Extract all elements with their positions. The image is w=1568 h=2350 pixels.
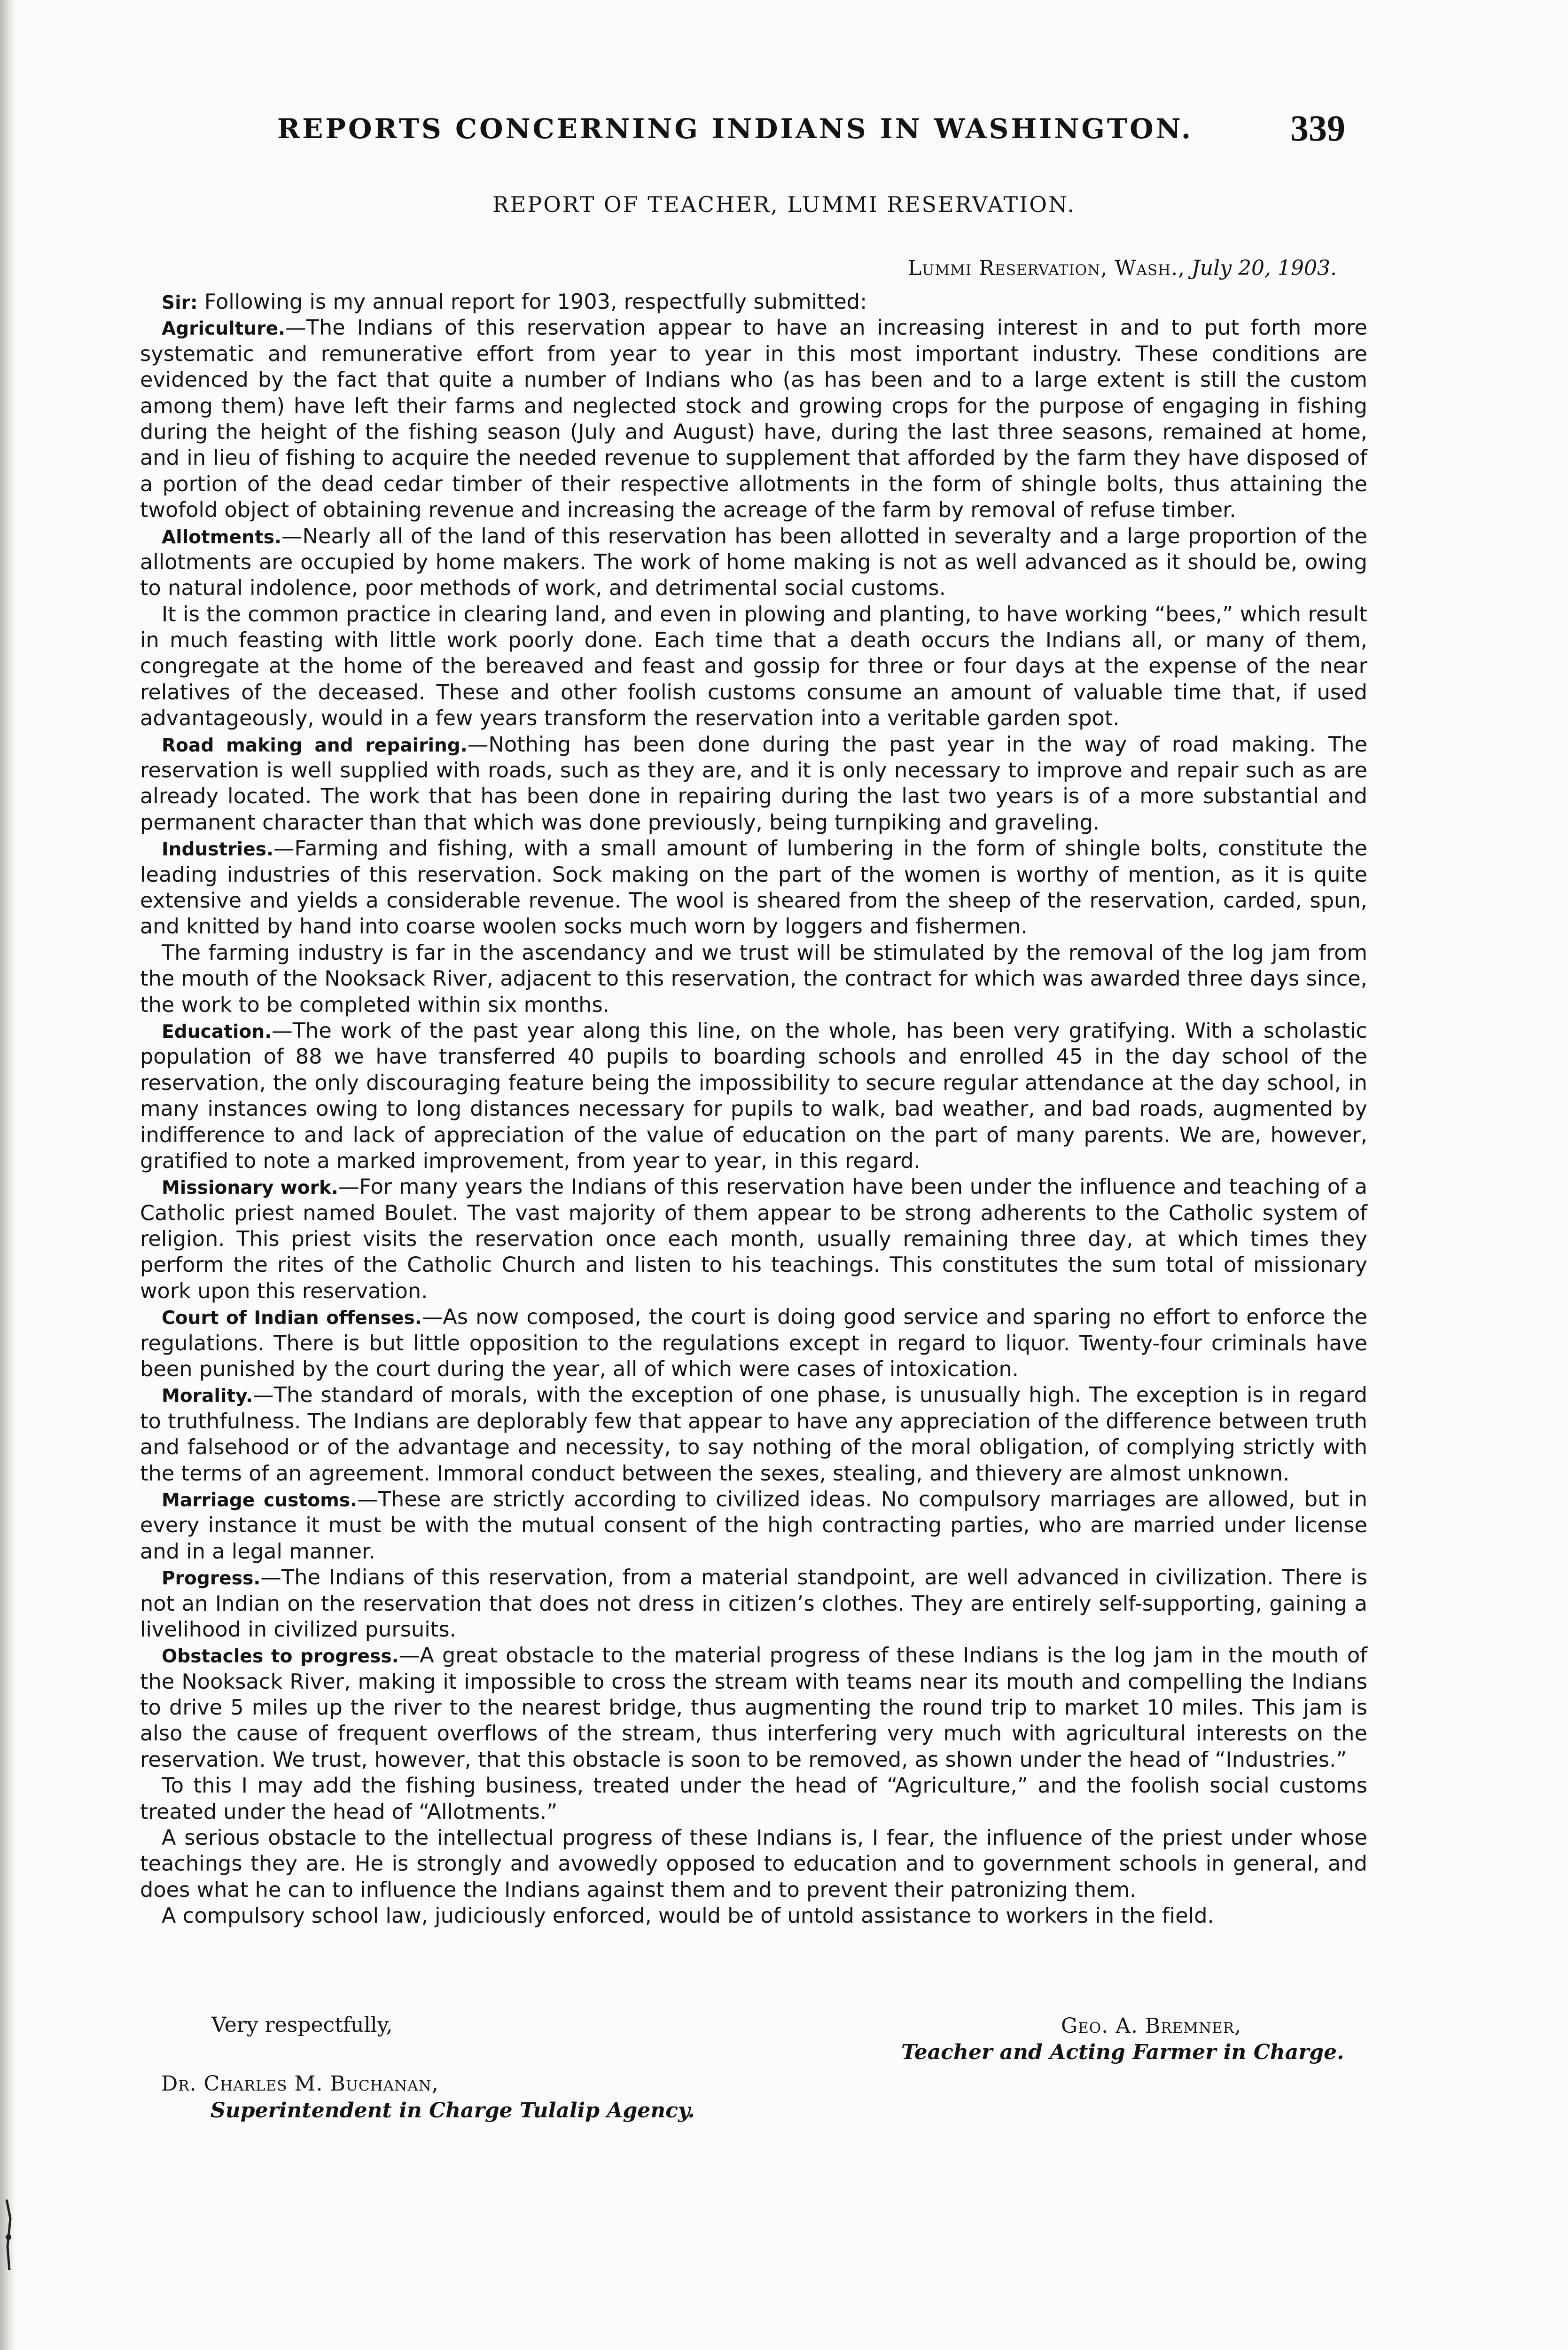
paragraph-text: —The Indians of this reservation, from a material standpoint, are well advanced in civilization. There is not an Indian on the reservation that does not dress in citizen’s clothes. They are entirely self-supporting, gaining a livelihood in civilized pursuits. — [140, 1566, 1367, 1642]
dateline-place: Lummi Reservation, Wash., — [907, 256, 1186, 280]
paragraph-text: —Nothing has been done during the past year in the way of road making. The reservation is well supplied with roads, such as they are, and it is only necessary to improve and repair such as are already located. The work that has been done in repairing during the last two years is of a more substantial and permanent character than that which was done previously, being turnpiking and graveling. — [140, 732, 1367, 835]
report-paragraph — [140, 1565, 1367, 1643]
valediction: Very respectfully, — [211, 2013, 393, 2037]
report-paragraph — [140, 524, 1367, 602]
signer-title: Teacher and Acting Farmer in Charge. — [901, 2040, 1344, 2064]
report-paragraph — [140, 1903, 1367, 1929]
paragraph-text: It is the common practice in clearing land, and even in plowing and planting, to have working “bees,” which result in much feasting with little work poorly done. Each time that a death occurs the Indians all, or many of them, congregate at the home of the bereaved and feast and gossip for three or four days at the expense of the near relatives of the deceased. These and other foolish customs consume an amount of valuable time that, if used advantageously, would in a few years transform the reservation into a veritable garden spot. — [140, 602, 1367, 731]
report-paragraph — [140, 1382, 1367, 1487]
paragraph-heading: Obstacles to progress. — [162, 1646, 399, 1668]
report-paragraph — [140, 1487, 1367, 1565]
paragraph-heading: Education. — [162, 1021, 272, 1042]
paragraph-text: The farming industry is far in the ascendancy and we trust will be stimulated by the removal of the log jam from the mouth of the Nooksack River, adjacent to this reservation, the contract for which was awarded three days since, the work to be completed within six months. — [140, 940, 1367, 1017]
report-paragraph — [140, 836, 1367, 940]
report-paragraph — [140, 1018, 1367, 1174]
report-paragraph — [140, 1643, 1367, 1773]
report-paragraph — [140, 732, 1367, 836]
paragraph-heading: Court of Indian offenses. — [162, 1308, 422, 1329]
paragraph-heading: Road making and repairing. — [162, 735, 468, 756]
paragraph-heading: Sir: — [162, 292, 198, 313]
addressee-name: Dr. Charles M. Buchanan, — [161, 2072, 439, 2096]
paragraph-text: Following is my annual report for 1903, respectfully submitted: — [197, 290, 867, 314]
dateline — [820, 256, 1337, 280]
paragraph-heading: Marriage customs. — [162, 1489, 358, 1511]
report-paragraph — [140, 1174, 1367, 1304]
paragraph-text: A serious obstacle to the intellectual progress of these Indians is, I fear, the influence of the priest under whose teachings they are. He is strongly and avowedly opposed to education and to government schools in general, and does what he can to influence the Indians against them and to prevent their patronizing them. — [140, 1826, 1367, 1902]
paragraph-heading: Agriculture. — [162, 318, 286, 340]
report-paragraph — [140, 315, 1367, 523]
report-paragraph — [140, 1304, 1367, 1382]
report-paragraph — [140, 1773, 1367, 1825]
paragraph-text: —Nearly all of the land of this reservation has been allotted in severalty and a large proportion of the allotments are occupied by home makers. The work of home making is not as well advanced as it should be, owing to natural indolence, poor methods of work, and detrimental social customs. — [140, 524, 1367, 601]
report-body — [140, 289, 1367, 1929]
paragraph-text: A compulsory school law, judiciously enforced, would be of untold assistance to workers in the field. — [162, 1904, 1214, 1928]
paragraph-text: —As now composed, the court is doing good service and sparing no effort to enforce the regulations. There is but little opposition to the regulations except in regard to liquor. Twenty-four criminals have been punished by the court during the year, all of which were cases of intoxication. — [140, 1305, 1367, 1382]
paragraph-text: —The work of the past year along this line, on the whole, has been very gratifying. With a scholastic population of 88 we have transferred 40 pupils to boarding schools and enrolled 45 in the day school of the reservation, the only discouraging feature being the impossibility to secure regular attendance at the day school, in many instances owing to long distances necessary for pupils to walk, bad weather, and bad roads, augmented by indifference to and lack of appreciation of the value of education on the part of many parents. We are, however, gratified to note a marked improvement, from year to year, in this regard. — [140, 1018, 1367, 1173]
margin-specks — [3, 2190, 17, 2284]
paragraph-heading: Industries. — [162, 839, 273, 861]
paragraph-heading: Morality. — [162, 1386, 253, 1407]
page-number: 339 — [1290, 108, 1345, 149]
report-title: REPORT OF TEACHER, LUMMI RESERVATION. — [492, 192, 1076, 217]
paragraph-heading: Progress. — [162, 1568, 261, 1590]
paragraph-text: —The Indians of this reservation appear to have an increasing interest in and to put forth more systematic and remunerative effort from year to year in this most important industry. These conditions are evidenced by the fact that quite a number of Indians who (as has been and to a large extent is still the custom among them) have left their farms and neglected stock and growing crops for the purpose of engaging in fishing during the height of the fishing season (July and August) have, during the last three seasons, remained at home, and in lieu of fishing to acquire the needed revenue to supplement that afforded by the farm they have disposed of a portion of the dead cedar timber of their respective allotments in the form of shingle bolts, thus attaining the twofold object of obtaining revenue and increasing the acreage of the farm by removal of refuse timber. — [140, 316, 1367, 523]
paragraph-heading: Missionary work. — [162, 1177, 338, 1199]
paragraph-text: —These are strictly according to civilized ideas. No compulsory marriages are allowed, but in every instance it must be with the mutual consent of the high contracting parties, who are married under license and in a legal manner. — [140, 1487, 1368, 1564]
report-paragraph — [140, 1825, 1367, 1903]
paragraph-text: —A great obstacle to the material progress of these Indians is the log jam in the mouth of the Nooksack River, making it impossible to cross the stream with teams near its mouth and compelling the Indians to drive 5 miles up the river to the nearest bridge, thus augmenting the round trip to market 10 miles. This jam is also the cause of frequent overflows of the stream, thus interfering very much with agricultural interests on the reservation. We trust, however, that this obstacle is soon to be removed, as shown under the head of “Industries.” — [140, 1644, 1367, 1772]
running-head: REPORTS CONCERNING INDIANS IN WASHINGTON. — [277, 113, 1194, 145]
salutation-paragraph — [140, 289, 1367, 315]
signer-name: Geo. A. Bremner, — [1061, 2014, 1242, 2038]
paragraph-text: —The standard of morals, with the exception of one phase, is unusually high. The exception is in regard to truthfulness. The Indians are deplorably few that appear to have any appreciation of the difference between truth and falsehood or of the advantage and necessity, to say nothing of the moral obligation, of complying strictly with the terms of an agreement. Immoral conduct between the sexes, stealing, and thievery are almost unknown. — [140, 1383, 1367, 1486]
report-paragraph — [140, 602, 1367, 732]
addressee-title: Superintendent in Charge Tulalip Agency. — [211, 2099, 695, 2123]
paragraph-heading: Allotments. — [162, 526, 281, 548]
paragraph-text: —For many years the Indians of this reservation have been under the influence and teaching of a Catholic priest named Boulet. The vast majority of them appear to be strong adherents to the Catholic system of religion. This priest visits the reservation once each month, usually remaining three day, at which times they perform the rites of the Catholic Church and listen to his teachings. This constitutes the sum total of missionary work upon this reservation. — [140, 1175, 1367, 1303]
report-paragraph — [140, 940, 1367, 1018]
dateline-date: July 20, 1903. — [1192, 256, 1337, 280]
paragraph-text: —Farming and fishing, with a small amount of lumbering in the form of shingle bolts, constitute the leading industries of this reservation. Sock making on the part of the women is worthy of mention, as it is quite extensive and yields a considerable revenue. The wool is sheared from the sheep of the reservation, carded, spun, and knitted by hand into coarse woolen socks much worn by loggers and fishermen. — [140, 837, 1367, 939]
paragraph-text: To this I may add the fishing business, treated under the head of “Agriculture,” and the foolish social customs treated under the head of “Allotments.” — [140, 1774, 1367, 1824]
